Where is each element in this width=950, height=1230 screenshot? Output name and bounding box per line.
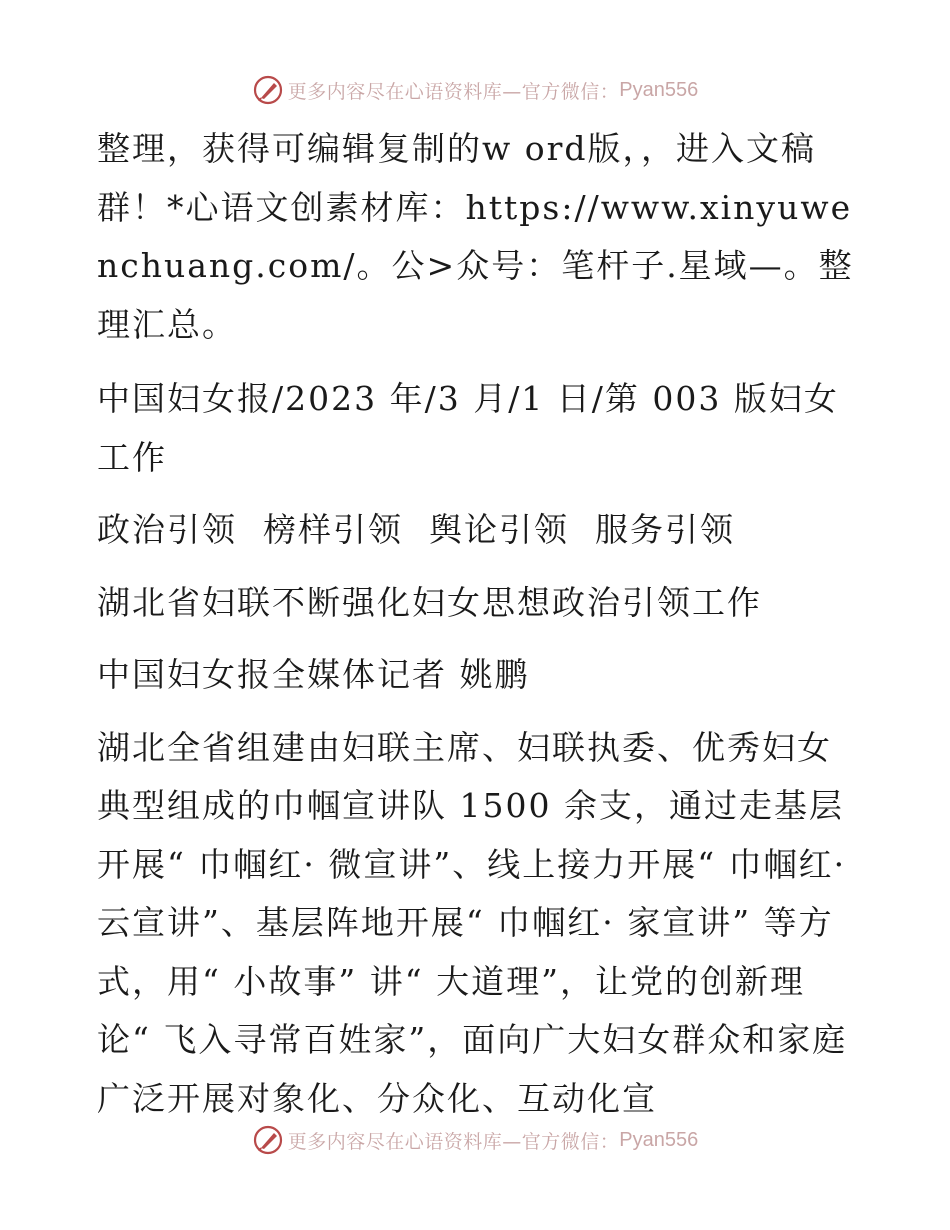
watermark-wechat-id: Pyan556	[619, 1128, 699, 1151]
document-body	[97, 120, 857, 1142]
leader-item: 服务引领	[595, 510, 735, 549]
quill-pen-logo-icon	[252, 1124, 284, 1156]
leaders-line	[97, 501, 857, 560]
article-byline: 中国妇女报全媒体记者 姚鹏	[97, 655, 530, 694]
leader-item: 舆论引领	[429, 510, 569, 549]
leader-item: 政治引领	[97, 510, 237, 549]
article-headline: 湖北省妇联不断强化妇女思想政治引领工作	[97, 582, 762, 622]
quill-pen-logo-icon	[252, 74, 284, 106]
watermark-text: 更多内容尽在心语资料库—官方微信：	[287, 1130, 620, 1153]
leader-item: 榜样引领	[263, 510, 403, 549]
watermark-banner-bottom	[0, 1120, 950, 1160]
watermark-text: 更多内容尽在心语资料库—官方微信：	[287, 80, 620, 103]
source-line: 中国妇女报/2023 年/3 月/1 日/第 003 版妇女工作	[97, 379, 839, 477]
watermark-wechat-id: Pyan556	[619, 78, 699, 101]
watermark-banner-top	[0, 70, 950, 110]
article-body-paragraph: 湖北全省组建由妇联主席、妇联执委、优秀妇女典型组成的巾帼宣讲队 1500 余支，通过走基层开展“ 巾帼红· 微宣讲”、线上接力开展“ 巾帼红· 云宣讲”、基层阵地开展“ 巾帼红· 家宣讲” 等方式，用“ 小故事” 讲“ 大道理”，让党的创新理论“ 飞入寻常百姓家”，面向广大妇女群众和家庭广泛开展对象化、分众化、互动化宣	[97, 727, 848, 1118]
intro-paragraph: 整理，获得可编辑复制的w ord版，，进入文稿群！*心语文创素材库：https://www.xinyuwenchuang.com/。公>众号：笔杆子.星域—。整理汇总。	[97, 129, 854, 344]
